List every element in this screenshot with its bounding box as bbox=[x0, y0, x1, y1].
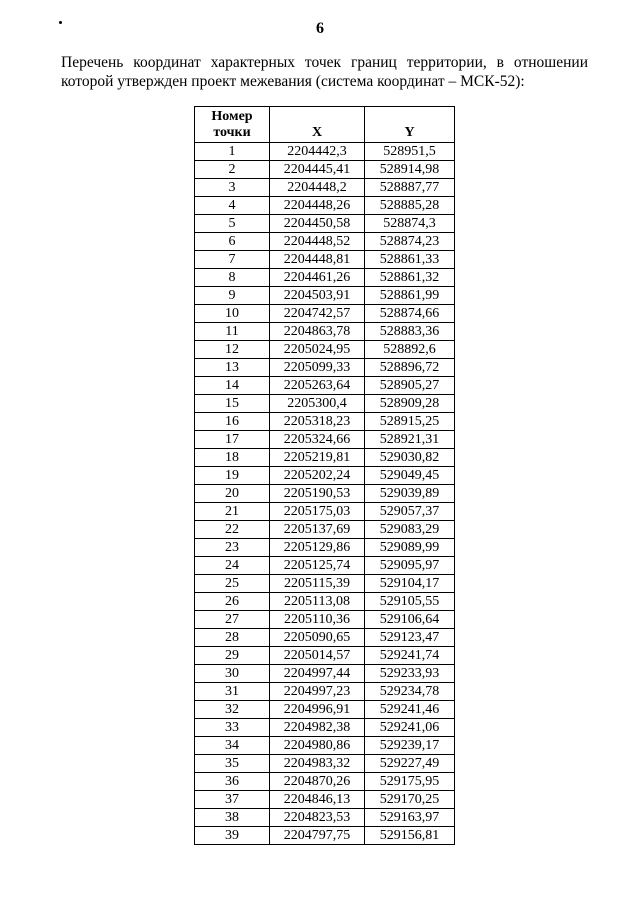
table-row bbox=[195, 773, 455, 791]
y-coordinate-cell: 529083,29 bbox=[365, 521, 455, 539]
point-number-cell: 11 bbox=[195, 323, 270, 341]
table-row bbox=[195, 701, 455, 719]
y-coordinate-cell: 529241,46 bbox=[365, 701, 455, 719]
intro-paragraph: Перечень координат характерных точек границ территории, в отношении которой утвержден проект межевания (система координат – МСК-52): bbox=[61, 54, 588, 90]
point-number-cell: 34 bbox=[195, 737, 270, 755]
x-coordinate-cell: 2204997,44 bbox=[270, 665, 365, 683]
y-coordinate-cell: 528892,6 bbox=[365, 341, 455, 359]
table-row bbox=[195, 161, 455, 179]
table-row bbox=[195, 377, 455, 395]
y-coordinate-cell: 528874,3 bbox=[365, 215, 455, 233]
point-number-cell: 17 bbox=[195, 431, 270, 449]
point-number-cell: 5 bbox=[195, 215, 270, 233]
table-row bbox=[195, 683, 455, 701]
point-number-cell: 33 bbox=[195, 719, 270, 737]
table-row bbox=[195, 485, 455, 503]
coordinates-table bbox=[194, 106, 455, 845]
x-coordinate-cell: 2205014,57 bbox=[270, 647, 365, 665]
point-number-cell: 22 bbox=[195, 521, 270, 539]
table-row bbox=[195, 611, 455, 629]
y-coordinate-cell: 529239,17 bbox=[365, 737, 455, 755]
point-number-cell: 19 bbox=[195, 467, 270, 485]
x-coordinate-cell: 2205125,74 bbox=[270, 557, 365, 575]
x-coordinate-cell: 2205175,03 bbox=[270, 503, 365, 521]
x-coordinate-cell: 2205318,23 bbox=[270, 413, 365, 431]
x-coordinate-cell: 2204503,91 bbox=[270, 287, 365, 305]
x-coordinate-cell: 2205110,36 bbox=[270, 611, 365, 629]
y-coordinate-cell: 528951,5 bbox=[365, 143, 455, 161]
header-point-number-line1: Номер bbox=[211, 109, 253, 124]
y-coordinate-cell: 529123,47 bbox=[365, 629, 455, 647]
header-y: Y bbox=[365, 107, 455, 143]
point-number-cell: 30 bbox=[195, 665, 270, 683]
x-coordinate-cell: 2205090,65 bbox=[270, 629, 365, 647]
y-coordinate-cell: 528861,32 bbox=[365, 269, 455, 287]
point-number-cell: 9 bbox=[195, 287, 270, 305]
x-coordinate-cell: 2204742,57 bbox=[270, 305, 365, 323]
x-coordinate-cell: 2205099,33 bbox=[270, 359, 365, 377]
x-coordinate-cell: 2204445,41 bbox=[270, 161, 365, 179]
y-coordinate-cell: 529089,99 bbox=[365, 539, 455, 557]
y-coordinate-cell: 528885,28 bbox=[365, 197, 455, 215]
y-coordinate-cell: 528909,28 bbox=[365, 395, 455, 413]
table-row bbox=[195, 629, 455, 647]
point-number-cell: 39 bbox=[195, 827, 270, 845]
y-coordinate-cell: 528896,72 bbox=[365, 359, 455, 377]
x-coordinate-cell: 2205115,39 bbox=[270, 575, 365, 593]
table-row bbox=[195, 467, 455, 485]
y-coordinate-cell: 528874,23 bbox=[365, 233, 455, 251]
table-row bbox=[195, 647, 455, 665]
table-row bbox=[195, 575, 455, 593]
x-coordinate-cell: 2204983,32 bbox=[270, 755, 365, 773]
point-number-cell: 13 bbox=[195, 359, 270, 377]
point-number-cell: 25 bbox=[195, 575, 270, 593]
x-coordinate-cell: 2204870,26 bbox=[270, 773, 365, 791]
y-coordinate-cell: 529057,37 bbox=[365, 503, 455, 521]
point-number-cell: 38 bbox=[195, 809, 270, 827]
point-number-cell: 20 bbox=[195, 485, 270, 503]
x-coordinate-cell: 2204448,2 bbox=[270, 179, 365, 197]
table-row bbox=[195, 557, 455, 575]
y-coordinate-cell: 529156,81 bbox=[365, 827, 455, 845]
header-x: X bbox=[270, 107, 365, 143]
x-coordinate-cell: 2205190,53 bbox=[270, 485, 365, 503]
x-coordinate-cell: 2204461,26 bbox=[270, 269, 365, 287]
y-coordinate-cell: 529227,49 bbox=[365, 755, 455, 773]
table-row bbox=[195, 251, 455, 269]
y-coordinate-cell: 529030,82 bbox=[365, 449, 455, 467]
table-row bbox=[195, 323, 455, 341]
point-number-cell: 16 bbox=[195, 413, 270, 431]
point-number-cell: 7 bbox=[195, 251, 270, 269]
point-number-cell: 21 bbox=[195, 503, 270, 521]
y-coordinate-cell: 529163,97 bbox=[365, 809, 455, 827]
point-number-cell: 18 bbox=[195, 449, 270, 467]
table-body bbox=[195, 143, 455, 845]
table-row bbox=[195, 269, 455, 287]
point-number-cell: 4 bbox=[195, 197, 270, 215]
point-number-cell: 15 bbox=[195, 395, 270, 413]
y-coordinate-cell: 528874,66 bbox=[365, 305, 455, 323]
x-coordinate-cell: 2205324,66 bbox=[270, 431, 365, 449]
table-row bbox=[195, 305, 455, 323]
point-number-cell: 3 bbox=[195, 179, 270, 197]
x-coordinate-cell: 2205113,08 bbox=[270, 593, 365, 611]
y-coordinate-cell: 528861,33 bbox=[365, 251, 455, 269]
table-row bbox=[195, 449, 455, 467]
table-row bbox=[195, 395, 455, 413]
y-coordinate-cell: 528914,98 bbox=[365, 161, 455, 179]
point-number-cell: 6 bbox=[195, 233, 270, 251]
y-coordinate-cell: 529049,45 bbox=[365, 467, 455, 485]
table-row bbox=[195, 215, 455, 233]
x-coordinate-cell: 2205202,24 bbox=[270, 467, 365, 485]
x-coordinate-cell: 2204797,75 bbox=[270, 827, 365, 845]
table-row bbox=[195, 233, 455, 251]
table-row bbox=[195, 791, 455, 809]
x-coordinate-cell: 2204997,23 bbox=[270, 683, 365, 701]
header-point-number-line2: точки bbox=[213, 125, 251, 140]
point-number-cell: 31 bbox=[195, 683, 270, 701]
y-coordinate-cell: 529095,97 bbox=[365, 557, 455, 575]
point-number-cell: 24 bbox=[195, 557, 270, 575]
y-coordinate-cell: 529241,74 bbox=[365, 647, 455, 665]
y-coordinate-cell: 528921,31 bbox=[365, 431, 455, 449]
table-row bbox=[195, 521, 455, 539]
point-number-cell: 10 bbox=[195, 305, 270, 323]
point-number-cell: 28 bbox=[195, 629, 270, 647]
table-row bbox=[195, 719, 455, 737]
table-row bbox=[195, 503, 455, 521]
y-coordinate-cell: 529105,55 bbox=[365, 593, 455, 611]
y-coordinate-cell: 529175,95 bbox=[365, 773, 455, 791]
table-row bbox=[195, 809, 455, 827]
x-coordinate-cell: 2205263,64 bbox=[270, 377, 365, 395]
table-header-row bbox=[195, 107, 455, 143]
point-number-cell: 29 bbox=[195, 647, 270, 665]
y-coordinate-cell: 528883,36 bbox=[365, 323, 455, 341]
x-coordinate-cell: 2204450,58 bbox=[270, 215, 365, 233]
y-coordinate-cell: 528905,27 bbox=[365, 377, 455, 395]
x-coordinate-cell: 2204980,86 bbox=[270, 737, 365, 755]
point-number-cell: 35 bbox=[195, 755, 270, 773]
x-coordinate-cell: 2205024,95 bbox=[270, 341, 365, 359]
point-number-cell: 23 bbox=[195, 539, 270, 557]
x-coordinate-cell: 2204982,38 bbox=[270, 719, 365, 737]
table-row bbox=[195, 359, 455, 377]
point-number-cell: 1 bbox=[195, 143, 270, 161]
x-coordinate-cell: 2205300,4 bbox=[270, 395, 365, 413]
x-coordinate-cell: 2204846,13 bbox=[270, 791, 365, 809]
y-coordinate-cell: 529104,17 bbox=[365, 575, 455, 593]
x-coordinate-cell: 2204448,26 bbox=[270, 197, 365, 215]
table-row bbox=[195, 287, 455, 305]
point-number-cell: 36 bbox=[195, 773, 270, 791]
table-row bbox=[195, 827, 455, 845]
x-coordinate-cell: 2204448,81 bbox=[270, 251, 365, 269]
y-coordinate-cell: 528861,99 bbox=[365, 287, 455, 305]
x-coordinate-cell: 2204823,53 bbox=[270, 809, 365, 827]
y-coordinate-cell: 529106,64 bbox=[365, 611, 455, 629]
point-number-cell: 26 bbox=[195, 593, 270, 611]
table-row bbox=[195, 179, 455, 197]
table-row bbox=[195, 413, 455, 431]
x-coordinate-cell: 2204863,78 bbox=[270, 323, 365, 341]
table-row bbox=[195, 755, 455, 773]
x-coordinate-cell: 2204996,91 bbox=[270, 701, 365, 719]
x-coordinate-cell: 2205137,69 bbox=[270, 521, 365, 539]
point-number-cell: 32 bbox=[195, 701, 270, 719]
table-row bbox=[195, 431, 455, 449]
point-number-cell: 37 bbox=[195, 791, 270, 809]
point-number-cell: 27 bbox=[195, 611, 270, 629]
y-coordinate-cell: 529170,25 bbox=[365, 791, 455, 809]
y-coordinate-cell: 528915,25 bbox=[365, 413, 455, 431]
y-coordinate-cell: 528887,77 bbox=[365, 179, 455, 197]
point-number-cell: 2 bbox=[195, 161, 270, 179]
x-coordinate-cell: 2205219,81 bbox=[270, 449, 365, 467]
point-number-cell: 14 bbox=[195, 377, 270, 395]
x-coordinate-cell: 2204442,3 bbox=[270, 143, 365, 161]
table-row bbox=[195, 341, 455, 359]
y-coordinate-cell: 529234,78 bbox=[365, 683, 455, 701]
table-row bbox=[195, 737, 455, 755]
x-coordinate-cell: 2205129,86 bbox=[270, 539, 365, 557]
y-coordinate-cell: 529039,89 bbox=[365, 485, 455, 503]
header-point-number bbox=[195, 107, 270, 143]
table-row bbox=[195, 143, 455, 161]
point-number-cell: 8 bbox=[195, 269, 270, 287]
table-row bbox=[195, 593, 455, 611]
table-row bbox=[195, 539, 455, 557]
page-number: 6 bbox=[316, 20, 324, 37]
x-coordinate-cell: 2204448,52 bbox=[270, 233, 365, 251]
y-coordinate-cell: 529241,06 bbox=[365, 719, 455, 737]
y-coordinate-cell: 529233,93 bbox=[365, 665, 455, 683]
point-number-cell: 12 bbox=[195, 341, 270, 359]
table-row bbox=[195, 665, 455, 683]
table-row bbox=[195, 197, 455, 215]
